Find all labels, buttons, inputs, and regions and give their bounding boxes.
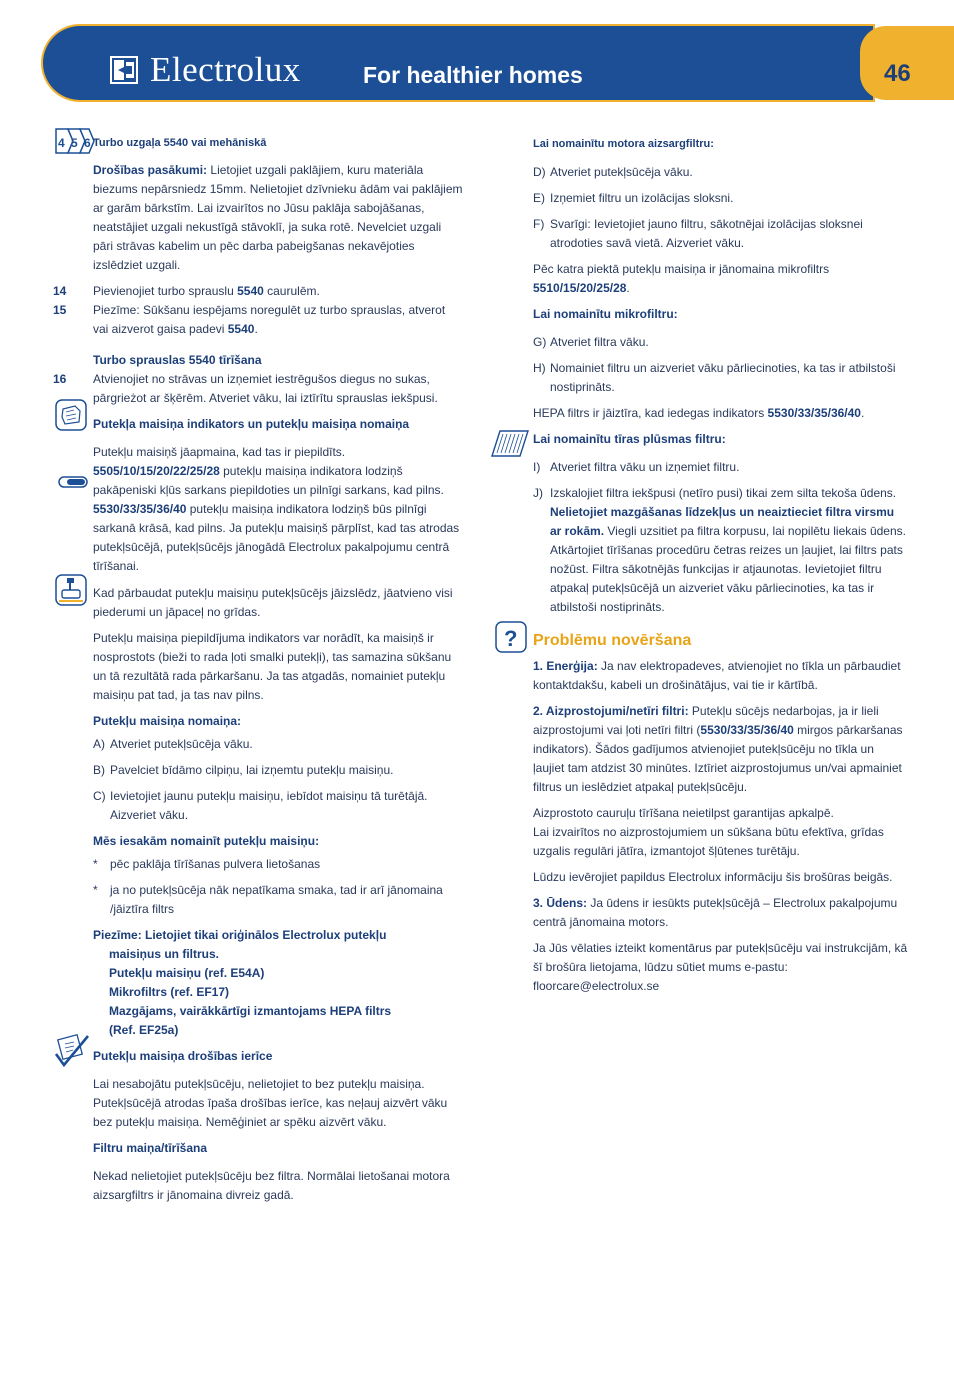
list-marker: I) — [533, 460, 541, 474]
list-item — [533, 163, 908, 182]
badge-step-5: 5 — [71, 136, 78, 150]
list-item — [93, 787, 463, 825]
exhaust-filter-icon — [490, 427, 530, 459]
problem-text: Putekļu sūcējs nedarbojas, ja ir lieli aizprostojumi vai ļoti netīri filtri ( — [533, 704, 879, 737]
problem-text: Ja ūdens ir iesūkts putekļsūcējā – Electrolux pakalpojumu centrā jānomaina motors. — [533, 896, 898, 929]
problem-text: Ja nav elektropadeves, atvienojiet no tīkla un pārbaudiet kontaktdakšu, kabeli un drošinātājus, vai tie ir kārtībā. — [533, 659, 901, 692]
step-15 — [53, 301, 463, 339]
step-j-warning: Nelietojiet mazgāšanas līdzekļus un neaiztieciet filtra virsmu ar rokām. — [550, 505, 895, 538]
energy-paragraph — [533, 657, 908, 695]
safety-text: Lietojiet uzgali paklājiem, kuru materiāla biezums nepārsniedz 15mm. Nelietojiet dzīvnieku ādām vai paklājiem ar garām bārkstīm. Lai izvairītos no Jūsu paklāja sabojāšanas, neatstājiet uzgali nekustīgā stāvoklī, ja suka rotē. Nevelciet uzgali pāri strāvas kabelim un pēc darba pabeigšanas nekavējoties izslēdziet uzgali. — [93, 163, 463, 272]
warranty-paragraph — [533, 804, 908, 861]
list-marker: A) — [93, 737, 105, 751]
list-item — [93, 881, 463, 919]
note-line: Putekļu maisiņu (ref. E54A) — [109, 966, 265, 980]
list-item — [93, 855, 463, 874]
note-line: (Ref. EF25a) — [109, 1023, 179, 1037]
problem-label: 2. Aizprostojumi/netīri filtri: — [533, 704, 689, 718]
brand-name: Electrolux — [150, 50, 301, 89]
info-paragraph: Lūdzu ievērojiet papildus Electrolux informāciju šis brošūras beigās. — [533, 870, 893, 884]
badge-step-4: 4 — [58, 136, 65, 150]
model-number: 5540 — [237, 284, 264, 298]
feedback-paragraph: Ja Jūs vēlaties izteikt komentārus par putekļsūcēju vai instrukcijām, kā šī brošūra lietojama, lūdzu sūtiet mums e-pastu: floorcare@electrolux.se — [533, 941, 908, 993]
motor-filter-title: Lai nomainītu motora aizsargfiltru: — [533, 138, 714, 150]
list-marker: * — [93, 857, 98, 871]
problems-title: Problēmu novēršana — [533, 632, 692, 649]
lift-vacuum-icon — [55, 574, 87, 606]
blockage-paragraph — [533, 702, 908, 797]
page-header — [0, 0, 954, 110]
model-number: 5540 — [227, 322, 255, 336]
list-text: Atveriet putekļsūcēja vāku. — [110, 737, 253, 751]
list-item — [533, 359, 908, 397]
models2-text: putekļu maisiņa indikatora lodziņš būs pilnīgi sarkanā krāsā, kad pilns. Ja putekļu maisiņš pārplīst, kad tas atrodas putekļsūcējā, putekļsūcējs jānogādā Electrolux pakalpojumu centrā tīrīšanai. — [93, 502, 460, 573]
steps-456-icon — [55, 128, 95, 154]
list-item — [533, 458, 908, 477]
list-text: ja no putekļsūcēja nāk nepatīkama smaka, tad ir arī jānomaina /jāiztīra filtrs — [110, 883, 443, 916]
exhaust-filter-title: Lai nomainītu tīras plūsmas filtru: — [533, 432, 726, 446]
step-number: 15 — [53, 303, 67, 317]
right-column — [533, 135, 908, 1003]
note-line: Mikrofiltrs (ref. EF17) — [109, 985, 230, 999]
micro-change-paragraph — [533, 260, 908, 298]
list-marker: B) — [93, 763, 105, 777]
svg-text:?: ? — [504, 626, 518, 651]
electrolux-logo-icon — [110, 56, 138, 84]
note-first-line: Piezīme: Lietojiet tikai oriģinālos Electrolux putekļu — [93, 928, 387, 942]
list-item — [533, 215, 908, 253]
list-item — [533, 484, 908, 617]
step-j-part: Izskalojiet filtra iekšpusi (netīro pusi) tikai zem silta tekoša ūdens. — [550, 486, 897, 500]
list-text: Ievietojiet jaunu putekļu maisiņu, iebīdot maisiņu tā turētājā. Aizveriet vāku. — [110, 789, 428, 822]
indicator-text: Putekļu maisiņa piepildījuma indikators var norādīt, ka maisiņš ir nosprostots (bieži to rada ļoti smalki putekļi), tas samazina sūkšanu un tā rezultātā rada pārkaršanu. Ja tas atgadās, nomainiet putekļu maisiņu pat tad, ja tas nav pilns. — [93, 631, 452, 702]
original-parts-note — [93, 926, 463, 1040]
list-marker: D) — [533, 165, 546, 179]
warranty-line: Aizprostoto cauruļu tīrīšana neietilpst garantijas apkalpē. — [533, 806, 834, 820]
problem-label: 1. Enerģija: — [533, 659, 598, 673]
list-item — [93, 735, 463, 754]
model-numbers: 5505/10/15/20/22/25/28 — [93, 464, 220, 478]
note-line: maisiņus un filtrus. — [109, 947, 220, 961]
replace-title: Putekļu maisiņa nomaiņa: — [93, 714, 242, 728]
list-text: pēc paklāja tīrīšanas pulvera lietošanas — [110, 857, 321, 871]
model-numbers: 5530/33/35/36/40 — [93, 502, 187, 516]
list-item — [533, 333, 908, 352]
safety-device-title: Putekļu maisiņa drošības ierīce — [93, 1049, 273, 1063]
step-j-text — [550, 484, 908, 617]
list-marker: J) — [533, 486, 543, 500]
checkmark-icon — [54, 1034, 90, 1068]
micro-change-end: . — [626, 281, 630, 295]
step-j-part: Viegli uzsitiet pa filtra korpusu, lai nopilētu liekais ūdens. Atkārtojiet tīrīšanas procedūru četras reizes un ļaujiet, lai filtrs pats nožūst. Filtra sākotnējās funkcijas ir atjaunotas. Ievietojiet filtru atpakaļ putekļsūcējā un aizveriet vāku pārliecinoties, ka tas ir atbilstoši nostiprināts. — [550, 524, 906, 614]
filter-text: Nekad nelietojiet putekļsūcēju bez filtra. Normālai lietošanai motora aizsargfiltrs ir jānomaina divreiz gadā. — [93, 1169, 450, 1202]
filter-title: Filtru maiņa/tīrīšana — [93, 1141, 208, 1155]
list-marker: G) — [533, 335, 547, 349]
list-text: Nomainiet filtru un aizveriet vāku pārliecinoties, ka tas ir atbilstoši nostiprināts. — [550, 361, 896, 394]
list-text: Pavelciet bīdāmo cilpiņu, lai izņemtu putekļu maisiņu. — [110, 763, 394, 777]
list-marker: E) — [533, 191, 545, 205]
microfilter-title: Lai nomainītu mikrofiltru: — [533, 307, 678, 321]
list-text: Atveriet putekļsūcēja vāku. — [550, 165, 693, 179]
bag-full-text: Putekļu maisiņš jāapmaina, kad tas ir piepildīts. — [93, 445, 346, 459]
check-text: Kad pārbaudat putekļu maisiņu putekļsūcējs jāizslēdz, jāatvieno visi piederumi un jāpaceļ no grīdas. — [93, 586, 453, 619]
model-numbers: 5510/15/20/25/28 — [533, 281, 627, 295]
list-text: Svarīgi: Ievietojiet jauno filtru, sākotnējai izolācijas sloksnei atrodoties savā vietā. Aizveriet vāku. — [550, 217, 863, 250]
list-text: Atveriet filtra vāku. — [550, 335, 649, 349]
safety-device-text: Lai nesabojātu putekļsūcēju, nelietojiet to bez putekļu maisiņa. Putekļsūcējā atrodas īpaša drošības ierīce, kas neļauj aizvērt vāku bez putekļu maisiņa. Nemēģiniet ar spēku aizvērt vāku. — [93, 1077, 448, 1129]
model-numbers: 5530/33/35/36/40 — [700, 723, 794, 737]
step-14-end: caurulēm. — [263, 284, 320, 298]
step-number: 16 — [53, 372, 67, 386]
list-item — [533, 189, 908, 208]
list-marker: * — [93, 883, 98, 897]
models1-paragraph — [93, 462, 463, 500]
model-numbers: 5530/33/35/36/40 — [767, 406, 861, 420]
list-text: Atveriet filtra vāku un izņemiet filtru. — [550, 460, 740, 474]
list-marker: F) — [533, 217, 545, 231]
step-15-end: . — [254, 322, 258, 336]
list-item — [93, 761, 463, 780]
water-paragraph — [533, 894, 908, 932]
bag-indicator-title: Putekļa maisiņa indikators un putekļu maisiņa nomaiņa — [93, 417, 410, 431]
step-14-text: Pievienojiet turbo sprauslu — [93, 284, 238, 298]
step-14 — [53, 282, 463, 301]
list-marker: H) — [533, 361, 546, 375]
safety-paragraph — [93, 161, 463, 275]
problem-label: 3. Ūdens: — [533, 896, 588, 910]
step-number: 14 — [53, 284, 67, 298]
page-number: 46 — [884, 60, 911, 87]
turbo-title: Turbo uzgaļa 5540 vai mehāniskā — [93, 137, 267, 149]
badge-step-6: 6 — [84, 136, 91, 150]
recommend-title: Mēs iesakām nomainīt putekļu maisiņu: — [93, 834, 320, 848]
problem-text: mirgos pārkaršanas indikators). Šādos gadījumos atvienojiet putekļsūcēju no tīkla un ļaujiet tam atdzist 30 minūtes. Iztīriet aizprostojumus un/vai apmainiet filtrus un ieslēdziet atpakaļ putekļsūcēju. — [533, 723, 903, 794]
micro-change-text: Pēc katra piektā putekļu maisiņa ir jānomaina mikrofiltrs — [533, 262, 830, 276]
step-16-text: Atvienojiet no strāvas un izņemiet iestrēgušos diegus no sukas, pārgrieżot ar šķērēm. Atveriet vāku, lai iztīrītu sprauslas iekšpusi. — [93, 372, 438, 405]
step-16 — [53, 370, 463, 408]
hepa-end: . — [860, 406, 865, 420]
models2-paragraph — [93, 500, 463, 576]
hepa-text: HEPA filtrs ir jāiztīra, kad iedegas indikators — [533, 406, 768, 420]
turbo-clean-title: Turbo sprauslas 5540 tīrīšana — [93, 353, 262, 367]
header-tagline: For healthier homes — [363, 62, 583, 88]
note-line: Mazgājams, vairākkārtīgi izmantojams HEPA filtrs — [109, 1004, 392, 1018]
left-column — [53, 134, 463, 1212]
models1-text: putekļu maisiņa indikatora lodziņš pakāpeniski kļūs sarkans piepildoties un pilnīgi sarkans, kad pilns. — [93, 464, 444, 497]
warranty-line: Lai izvairītos no aizprostojumiem un sūkšana būtu efektīva, grīdas uzgalis regulāri jātīra, izmantojot šļūtenes turētāju. — [533, 825, 884, 858]
bag-indicator-icon — [58, 475, 88, 487]
list-text: Izņemiet filtru un izolācijas sloksni. — [550, 191, 734, 205]
step-15-text: Piezīme: Sūkšanu iespējams noregulēt uz turbo sprauslas, atverot vai aizverot gaisa padevi — [93, 303, 446, 336]
hepa-paragraph — [533, 404, 908, 423]
question-mark-icon — [495, 621, 527, 653]
dust-bag-icon — [55, 399, 87, 431]
list-marker: C) — [93, 789, 106, 803]
safety-label: Drošības pasākumi: — [93, 163, 208, 177]
